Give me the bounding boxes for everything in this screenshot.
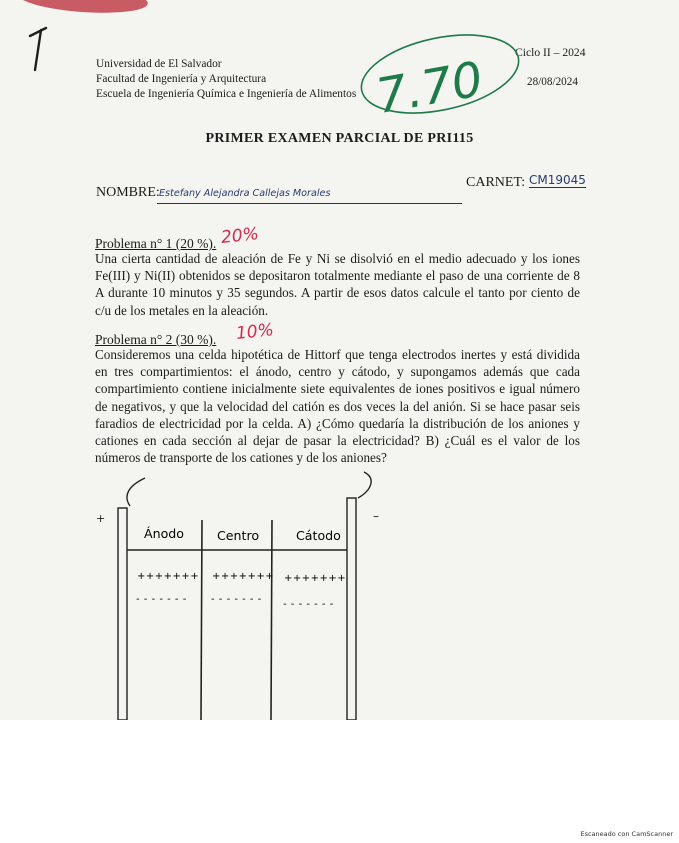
name-label: NOMBRE: (96, 185, 160, 200)
cathode-positive-ions: +++++++ (284, 573, 347, 584)
divider-right (271, 520, 272, 720)
school-name: Escuela de Ingeniería Química e Ingeniería de Alimentos (96, 88, 357, 100)
problem-1-text: Una cierta cantidad de aleación de Fe y Ni se disolvió en el medio adecuado y los iones Fe(III) y Ni(II) obtenidos se depositaron totalmente mediante el paso de una corriente de 8 A durante 10 minutos y 35 segundos. A partir de esos datos calcule el tanto por ciento de c/u de los metales en la aleación. (95, 251, 580, 318)
column-label-cathode: Cátodo (296, 528, 341, 543)
problem-2-score: 10% (235, 320, 275, 344)
problem-2-text: Consideremos una celda hipotética de Hittorf que tenga electrodos inertes y está dividida en tres compartimientos: el ánodo, centro y cátodo, y supongamos además que cada compartimiento contiene inicialmente siete equivalentes de iones positivos e igual número de negativos, y que la velocidad del catión es dos veces la del anión. Si se hace pasar seis faradios de electricidad por la celda. A) ¿Cómo quedaría la distribución de los aniones y cationes en cada sección al dejar de pasar la electricidad? B) ¿Cuál es el valor de los números de transporte de los cationes y de los aniones? (95, 347, 580, 466)
center-negative-ions: - - - - - - - (211, 594, 262, 605)
university-name: Universidad de El Salvador (96, 58, 222, 70)
anode-wire (127, 478, 145, 506)
column-label-center: Centro (217, 528, 260, 543)
anode-negative-ions: - - - - - - - (136, 594, 187, 605)
red-tape (17, 0, 148, 17)
column-label-anode: Ánodo (144, 526, 185, 541)
exam-date: 28/08/2024 (527, 76, 578, 88)
name-value: Estefany Alejandra Callejas Morales (157, 188, 462, 204)
hittorf-cell-diagram (90, 468, 390, 720)
cycle-label: Ciclo II – 2024 (515, 46, 586, 59)
minus-sign: – (373, 509, 379, 523)
problem-2-heading: Problema n° 2 (30 %). (95, 332, 217, 347)
anode-positive-ions: +++++++ (137, 571, 200, 582)
plus-sign: + (96, 512, 106, 525)
faculty-name: Facultad de Ingeniería y Arquitectura (96, 73, 267, 85)
carnet-value: CM19045 (529, 173, 586, 187)
carnet-label: CARNET: (466, 175, 526, 190)
grade-mark (340, 18, 525, 128)
cathode-wire (358, 472, 371, 498)
anode-electrode (118, 508, 127, 720)
scanner-watermark: Escaneado con CamScanner (580, 830, 673, 838)
divider-left (201, 520, 202, 720)
center-positive-ions: +++++++ (212, 571, 275, 582)
exam-title: PRIMER EXAMEN PARCIAL DE PRI115 (205, 131, 474, 146)
institution-header (96, 57, 356, 102)
problem-1-heading: Problema n° 1 (20 %). (95, 236, 217, 251)
problem-1-score: 20% (220, 224, 260, 248)
cathode-electrode (347, 498, 356, 720)
grade-value: 7.70 (371, 51, 487, 125)
handwritten-check-mark (26, 22, 56, 74)
cathode-negative-ions: - - - - - - - (283, 599, 334, 610)
